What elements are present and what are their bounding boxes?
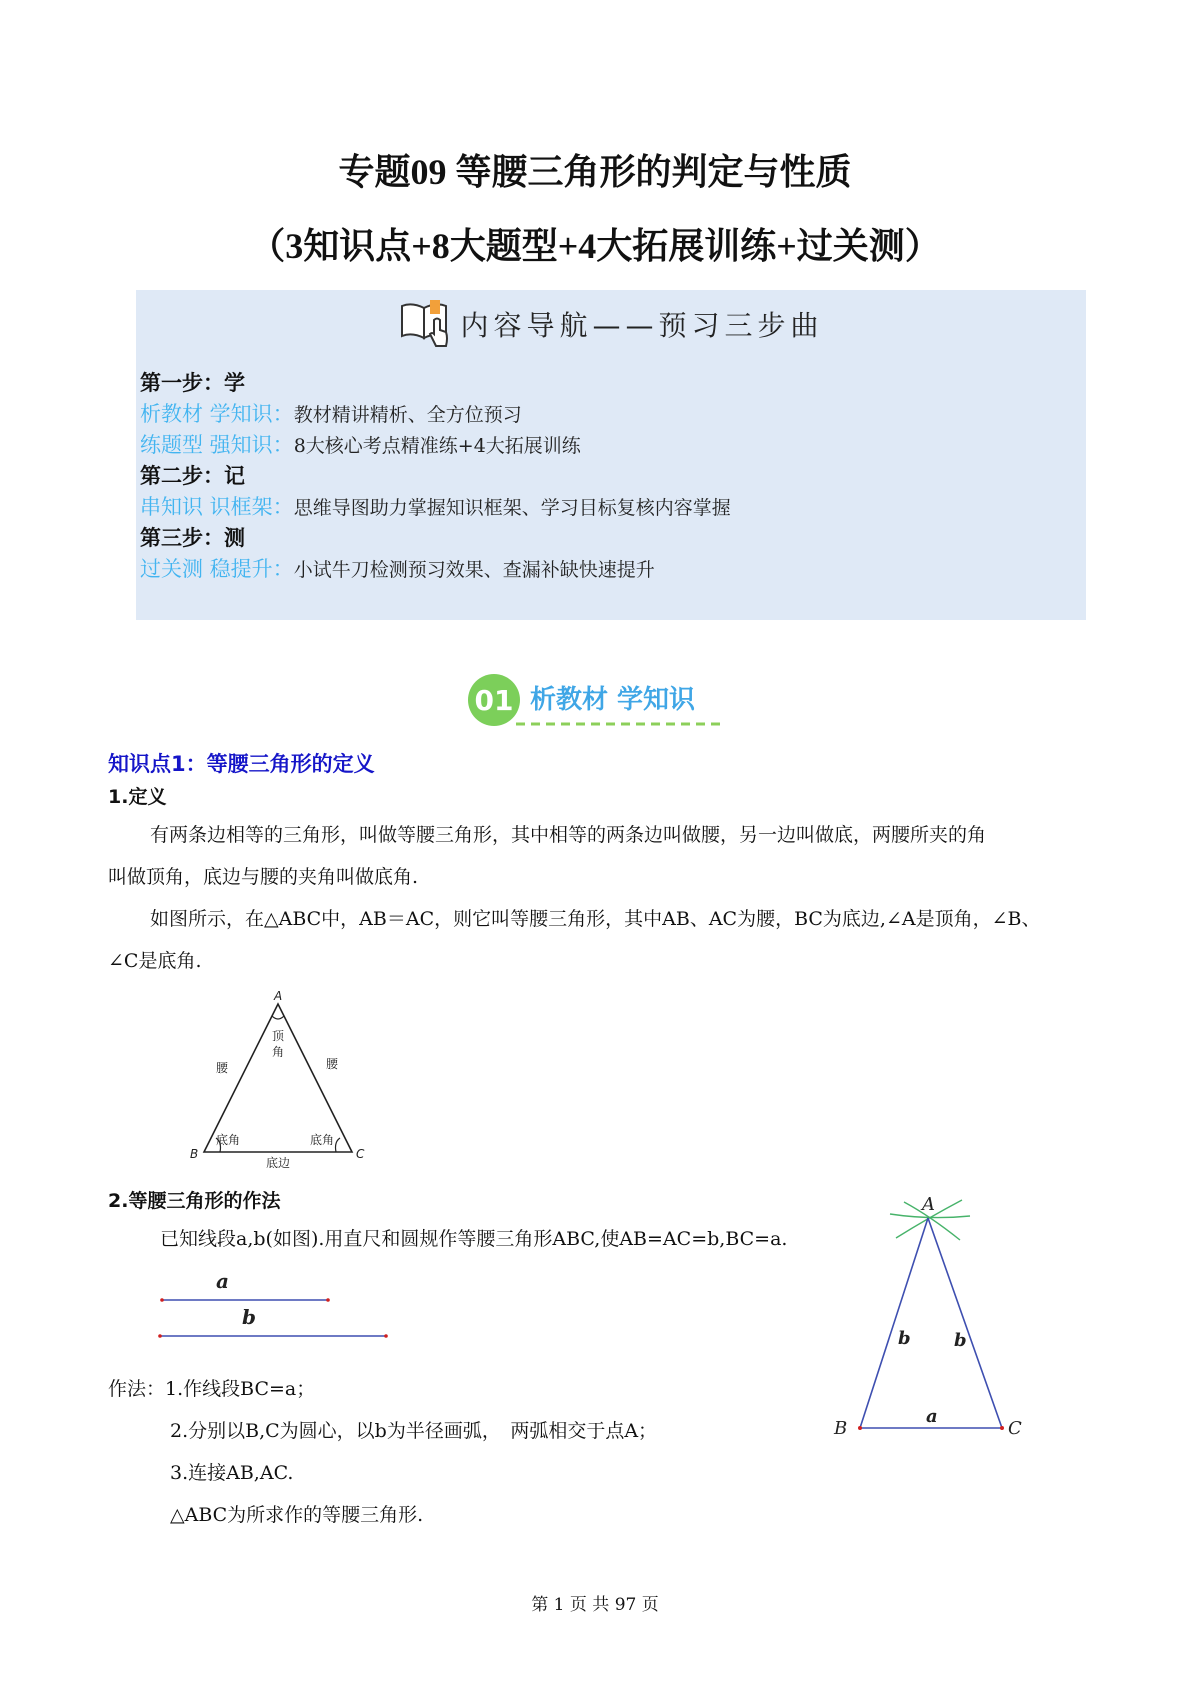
nav-item-test: 过关测 稳提升：小试牛刀检测预习效果、查漏补缺快速提升 <box>140 557 655 581</box>
definition-para2-line2: ∠C是底角. <box>108 950 202 972</box>
nav-item-framework: 串知识 识框架：思维导图助力掌握知识框架、学习目标复核内容掌握 <box>140 495 731 519</box>
nav-step-1: 第一步：学 <box>140 371 245 395</box>
book-pointer-icon <box>398 294 454 354</box>
nav-step-2: 第二步：记 <box>140 464 245 488</box>
fig2-side-a: a <box>926 1406 938 1427</box>
content-nav-box <box>136 290 1086 620</box>
document-title: 专题09 等腰三角形的判定与性质 <box>338 152 852 192</box>
given-segments-figure <box>150 1268 400 1348</box>
construction-step-2: 2.分别以B,C为圆心，以b为半径画弧， 两弧相交于点A； <box>170 1420 658 1442</box>
nav-lines <box>140 368 731 585</box>
construction-intro: 已知线段a,b(如图).用直尺和圆规作等腰三角形ABC,使AB=AC=b,BC=a. <box>160 1228 788 1250</box>
fig1-label-c: C <box>356 1147 365 1161</box>
construction-conclusion: △ABC为所求作的等腰三角形. <box>170 1504 424 1526</box>
fig2-label-a: A <box>922 1194 935 1215</box>
definition-para1-line1: 有两条边相等的三角形，叫做等腰三角形，其中相等的两条边叫做腰，另一边叫做底，两腰所夹的角 <box>150 824 987 846</box>
definition-heading: 1.定义 <box>108 786 167 808</box>
constructed-triangle-figure <box>830 1192 1040 1452</box>
fig1-label-a: A <box>274 989 283 1003</box>
nav-header-text: 内容导航——预习三步曲 <box>460 309 824 342</box>
construction-step-1: 作法：1.作线段BC=a； <box>108 1378 316 1400</box>
fig1-leg-right: 腰 <box>326 1057 339 1071</box>
definition-para2-line1: 如图所示，在△ABC中，AB＝AC，则它叫等腰三角形，其中AB、AC为腰，BC为底边,∠A是顶角，∠B、 <box>150 908 1041 930</box>
nav-item-study: 析教材 学知识：教材精讲精析、全方位预习 <box>140 402 522 426</box>
fig1-base-angle-right: 底角 <box>310 1133 335 1147</box>
fig1-apex-label-1: 顶 <box>272 1029 285 1043</box>
isosceles-triangle-figure <box>186 988 376 1168</box>
fig1-leg-left: 腰 <box>216 1061 229 1075</box>
construction-step-3: 3.连接AB,AC. <box>170 1462 294 1484</box>
segment-a-label: a <box>216 1269 229 1293</box>
kp1-title: 知识点1：等腰三角形的定义 <box>108 752 375 776</box>
fig1-base-angle-left: 底角 <box>216 1133 241 1147</box>
fig1-base: 底边 <box>266 1156 291 1168</box>
section-number: 01 <box>474 684 514 717</box>
section-badge <box>466 670 726 730</box>
fig2-side-b-right: b <box>954 1330 967 1351</box>
page-footer: 第 1 页 共 97 页 <box>531 1595 659 1615</box>
segment-b-label: b <box>242 1305 256 1329</box>
construction-heading: 2.等腰三角形的作法 <box>108 1190 281 1212</box>
nav-item-practice: 练题型 强知识：8大核心考点精准练+4大拓展训练 <box>140 433 581 457</box>
fig2-side-b-left: b <box>898 1328 911 1349</box>
definition-para1-line2: 叫做顶角，底边与腰的夹角叫做底角. <box>108 866 419 888</box>
fig1-apex-label-2: 角 <box>272 1045 285 1059</box>
section-label: 析教材 学知识 <box>530 685 696 715</box>
nav-header <box>136 296 1086 352</box>
fig1-label-b: B <box>190 1147 199 1161</box>
nav-step-3: 第三步：测 <box>140 526 245 550</box>
fig2-label-c: C <box>1008 1418 1022 1439</box>
document-subtitle: （3知识点+8大题型+4大拓展训练+过关测） <box>249 226 941 266</box>
fig2-label-b: B <box>834 1418 848 1439</box>
